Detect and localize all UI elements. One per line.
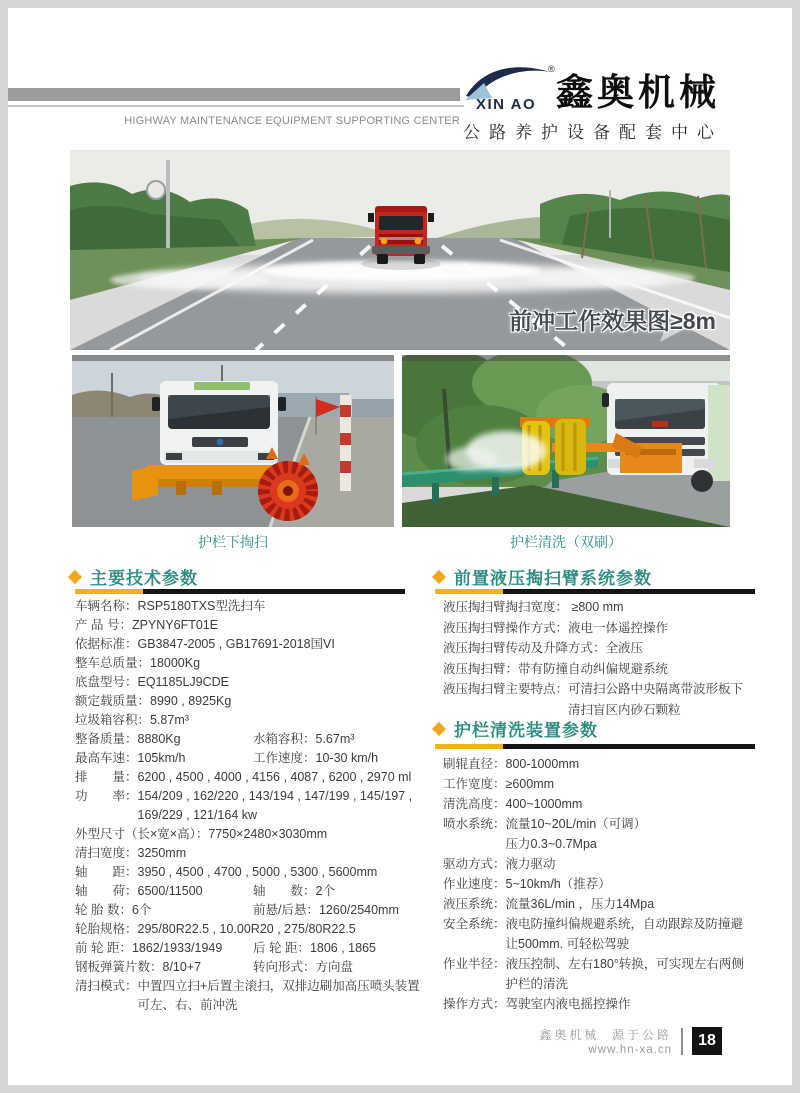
spec-row: 让500mm. 可轻松驾驶 <box>443 937 630 951</box>
guardrail-specs-list <box>443 754 759 1014</box>
spec-row: 驱动方式：液力驱动 <box>443 857 556 871</box>
footer-slogan: 鑫奥机械 源于公路 <box>539 1028 672 1042</box>
diamond-icon <box>432 721 446 735</box>
spec-row: 操作方式：驾驶室内液电摇控操作 <box>443 997 631 1011</box>
header-thin-line <box>8 105 464 107</box>
section-underline-bar <box>435 589 755 594</box>
spec-row: 整车总质量：18000Kg <box>75 656 201 670</box>
section-underline-bar <box>75 589 405 594</box>
main-photo <box>70 150 730 350</box>
spec-row: 轮胎规格：295/80R22.5 , 10.00R20 , 275/80R22.5 <box>75 922 356 936</box>
main-specs-list <box>75 597 431 1015</box>
left-photo <box>72 355 394 527</box>
section-underline-bar <box>435 744 755 749</box>
spec-row: 清扫盲区内砂石颗粒 <box>443 702 681 717</box>
spec-row: 安全系统：液电防撞纠偏规避系统，自动跟踪及防撞避 <box>443 917 744 931</box>
spec-row: 轮 胎 数：6个 前悬/后悬：1260/2540mm <box>75 903 399 917</box>
top-shadow <box>402 355 730 361</box>
registered-mark-icon: ® <box>548 64 555 74</box>
spec-row: 液压掏扫臂主要特点：可清扫公路中央隔离带波形板下 <box>443 682 744 696</box>
spec-row: 液压掏扫臂传动及升降方式：全液压 <box>443 641 644 655</box>
spec-row: 工作宽度：≥600mm <box>443 777 555 791</box>
brand-subtitle: 公路养护设备配套中心 <box>463 123 723 142</box>
spec-row: 轴 荷：6500/11500 轴 数：2个 <box>75 884 335 898</box>
page-number: 18 <box>692 1027 722 1055</box>
spec-row: 清扫模式：中置四立扫+后置主滚扫，双排边刷加高压喷头装置 <box>75 979 420 993</box>
footer-text <box>539 1026 672 1056</box>
header-gray-bar <box>8 88 460 101</box>
section-title: 护栏清洗装置参数 <box>454 721 598 740</box>
spec-row: 作业半径：液压控制、左右180°转换，可实现左右两侧 <box>443 957 744 971</box>
spec-row: 刷辊直径：800-1000mm <box>443 757 580 771</box>
section-heading-main-specs <box>70 564 198 589</box>
right-photo <box>402 355 730 527</box>
spec-row: 外型尺寸（长×宽×高）：7750×2480×3030mm <box>75 827 328 841</box>
footer-website: www.hn-xa.cn <box>588 1044 672 1056</box>
header-english-line: HIGHWAY MAINTENANCE EQUIPMENT SUPPORTING CENTER <box>124 115 460 127</box>
spec-row: 护栏的清洗 <box>443 977 569 991</box>
spec-row: 可左、右、前冲洗 <box>75 998 238 1012</box>
section-title: 前置液压掏扫臂系统参数 <box>454 569 652 588</box>
brand-logo <box>460 58 556 116</box>
arm-specs-list <box>443 597 759 720</box>
spec-row: 清扫宽度：3250mm <box>75 846 187 860</box>
spec-row: 整备质量：8880Kg 水箱容积：5.67m³ <box>75 732 355 746</box>
spec-row: 169/229 , 121/164 kw <box>75 808 258 822</box>
spec-row: 底盘型号：EQ1185LJ9CDE <box>75 675 229 689</box>
section-heading-guardrail-specs <box>434 716 598 741</box>
spec-row: 清洗高度：400~1000mm <box>443 797 583 811</box>
spec-row: 车辆名称：RSP5180TXS型洗扫车 <box>75 599 266 613</box>
spec-row: 功 率：154/209 , 162/220 , 143/194 , 147/199 , 145/197 , <box>75 789 413 803</box>
diamond-icon <box>432 569 446 583</box>
right-photo-art <box>402 355 730 527</box>
spec-row: 垃圾箱容积：5.87m³ <box>75 713 189 727</box>
spec-row: 液压掏扫臂掏扫宽度： ≥800 mm <box>443 600 624 614</box>
footer-divider <box>681 1028 683 1055</box>
section-title: 主要技术参数 <box>90 569 198 588</box>
spec-row: 作业速度：5~10km/h（推荐） <box>443 877 611 891</box>
guardrail-post <box>340 395 351 491</box>
spec-row: 液压掏扫臂操作方式：液电一体遥控操作 <box>443 620 669 635</box>
logo-text: XIN AO <box>476 96 537 113</box>
left-photo-caption: 护栏下掏扫 <box>198 534 268 550</box>
brush <box>258 461 318 521</box>
spec-row: 依据标准：GB3847-2005 , GB17691-2018国VI <box>75 637 335 651</box>
diamond-icon <box>68 569 82 583</box>
spec-row: 产 品 号：ZPYNY6FT01E <box>75 618 219 632</box>
spec-row: 前 轮 距：1862/1933/1949 后 轮 距：1806 , 1865 <box>75 941 376 955</box>
spec-row: 钢板弹簧片数：8/10+7 转向形式：方向盘 <box>75 960 354 974</box>
right-photo-caption: 护栏清洗（双刷） <box>510 534 622 550</box>
footer <box>539 1026 722 1056</box>
section-heading-arm-specs <box>434 564 652 589</box>
left-photo-art <box>72 355 394 527</box>
main-photo-caption: 前冲工作效果图≥8m <box>509 308 716 334</box>
spec-row: 液压掏扫臂：带有防撞自动纠偏规避系统 <box>443 661 669 676</box>
spec-row: 最高车速：105km/h 工作速度：10-30 km/h <box>75 751 379 765</box>
truck <box>152 381 286 465</box>
spec-row: 排 量：6200 , 4500 , 4000 , 4156 , 4087 , 6200 , 2970 ml <box>75 770 412 784</box>
spec-row: 压力0.3~0.7Mpa <box>443 837 597 851</box>
spec-row: 液压系统：流量36L/min ，压力14Mpa <box>443 897 655 911</box>
top-shadow <box>72 355 394 361</box>
spec-row: 轴 距：3950 , 4500 , 4700 , 5000 , 5300 , 5600mm <box>75 865 378 879</box>
spec-row: 喷水系统：流量10~20L/min（可调） <box>443 817 647 831</box>
brand-name: 鑫奥机械 <box>556 72 720 113</box>
spec-row: 额定载质量：8990 , 8925Kg <box>75 694 232 708</box>
